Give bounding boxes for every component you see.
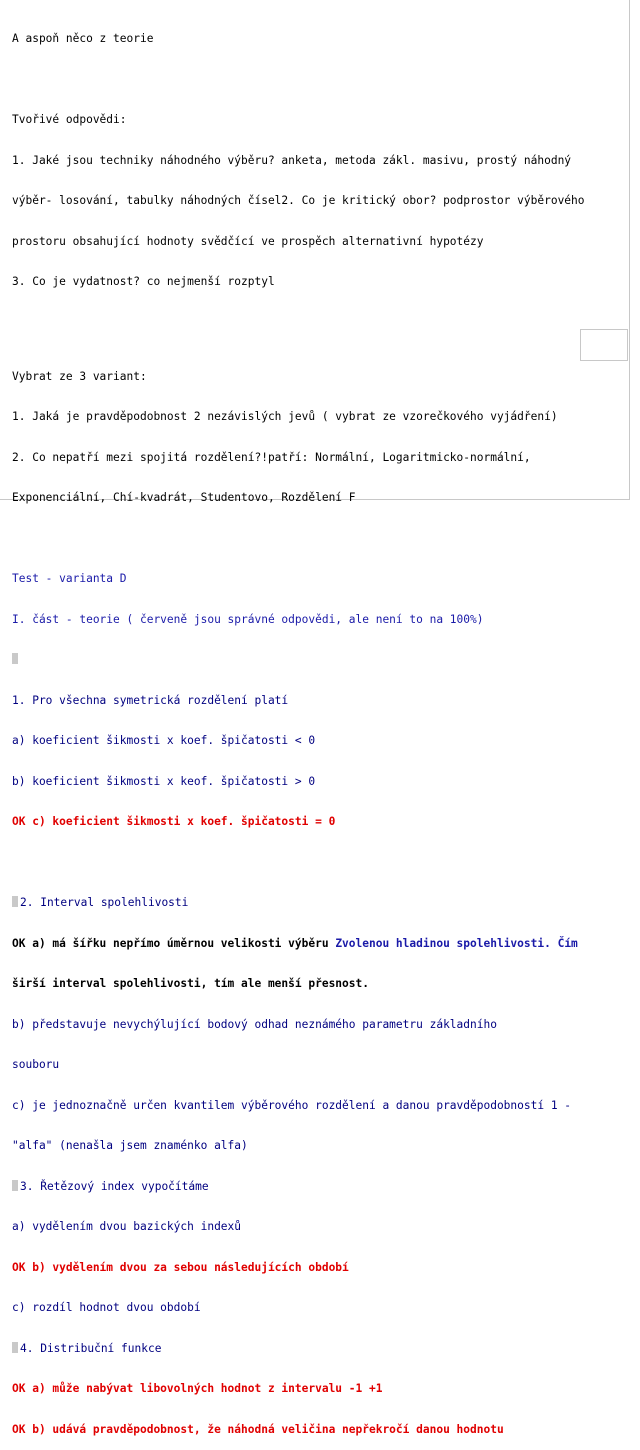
page-title: A aspoň něco z teorie xyxy=(12,32,154,45)
paragraph-marker-icon xyxy=(12,896,18,907)
q3-option-a: a) vydělením dvou bazických indexů xyxy=(12,1220,242,1233)
q2-option-a-note: Zvolenou hladinou spolehlivosti. Čím xyxy=(328,936,578,950)
paragraph-marker-icon xyxy=(12,1180,18,1191)
choose-heading: Vybrat ze 3 variant: xyxy=(12,369,147,383)
q2-option-a-correct: OK a) má šířku nepřímo úměrnou velikosti výběru xyxy=(12,936,329,950)
q3-option-c: c) rozdíl hodnot dvou období xyxy=(12,1301,201,1314)
q2-question-row xyxy=(12,896,616,910)
q2-option-a-note-2: širší interval spolehlivosti, tím ale menší přesnost. xyxy=(12,977,369,990)
document-content xyxy=(12,5,616,1450)
q1-option-c-correct: OK c) koeficient šikmosti x koef. špičatosti = 0 xyxy=(12,815,336,828)
q2-option-c-line-1: c) je jednoznačně určen kvantilem výběrového rozdělení a danou pravděpodobností 1 - xyxy=(12,1098,572,1112)
q3-option-b-correct: OK b) vydělením dvou za sebou následujících období xyxy=(12,1260,349,1274)
q2-option-c-line-2: "alfa" (nenašla jsem znaménko alfa) xyxy=(12,1139,248,1152)
side-input-box[interactable] xyxy=(580,329,628,361)
blank-line-marker xyxy=(12,653,616,667)
choose-line-3: Exponenciální, Chí-kvadrát, Studentovo, Rozdělení F xyxy=(12,491,356,504)
creative-line-4: 3. Co je vydatnost? co nejmenší rozptyl xyxy=(12,275,275,288)
q4-question: 4. Distribuční funkce xyxy=(20,1341,162,1355)
q4-option-b-correct: OK b) udává pravděpodobnost, že náhodná veličina nepřekročí danou hodnotu xyxy=(12,1422,504,1436)
paragraph-marker-icon xyxy=(12,653,18,664)
q2-question: 2. Interval spolehlivosti xyxy=(20,896,189,909)
test-subtitle: I. část - teorie ( červeně jsou správné odpovědi, ale není to na 100%) xyxy=(12,612,484,626)
q1-question: 1. Pro všechna symetrická rozdělení platí xyxy=(12,693,289,707)
q1-option-b: b) koeficient šikmosti x keof. špičatosti > 0 xyxy=(12,774,316,788)
choose-line-1: 1. Jaká je pravděpodobnost 2 nezávislých jevů ( vybrat ze vzorečkového vyjádření) xyxy=(12,410,558,423)
q3-question: 3. Řetězový index vypočítáme xyxy=(20,1179,209,1193)
q2-option-b-line-1: b) představuje nevychýlující bodový odhad neznámého parametru základního xyxy=(12,1017,497,1031)
q1-option-a: a) koeficient šikmosti x koef. špičatosti < 0 xyxy=(12,734,316,747)
q4-option-a-correct: OK a) může nabývat libovolných hodnot z intervalu -1 +1 xyxy=(12,1382,383,1395)
creative-line-2: výběr- losování, tabulky náhodných čísel2. Co je kritický obor? podprostor výběrového xyxy=(12,194,585,207)
q2-option-a-row xyxy=(12,937,616,951)
test-title: Test - varianta D xyxy=(12,572,127,585)
q2-option-b-line-2: souboru xyxy=(12,1058,60,1071)
choose-line-2: 2. Co nepatří mezi spojitá rozdělení?!patří: Normální, Logaritmicko-normální, xyxy=(12,450,531,464)
creative-line-1: 1. Jaké jsou techniky náhodného výběru? anketa, metoda zákl. masivu, prostý náhodný xyxy=(12,153,572,167)
creative-line-3: prostoru obsahující hodnoty svědčící ve prospěch alternativní hypotézy xyxy=(12,234,484,248)
paragraph-marker-icon xyxy=(12,1342,18,1353)
q3-question-row xyxy=(12,1180,616,1194)
q4-question-row xyxy=(12,1342,616,1356)
creative-heading: Tvořivé odpovědi: xyxy=(12,113,127,126)
